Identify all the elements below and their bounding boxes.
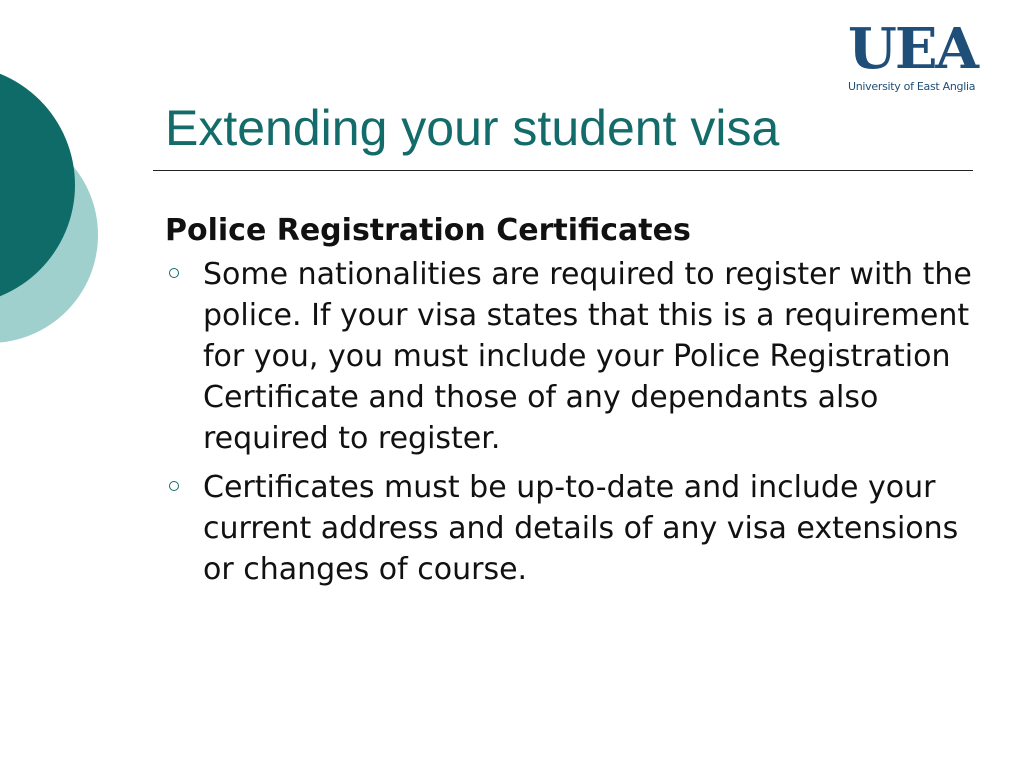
uea-logo-mark: UEA (848, 16, 977, 82)
slide-title: Extending your student visa (165, 100, 780, 156)
uea-logo (848, 18, 988, 100)
bullet-item (165, 467, 975, 590)
bullet-list (165, 254, 975, 590)
decorative-circles (0, 0, 110, 400)
title-divider (153, 170, 973, 171)
hollow-circle-bullet-icon (169, 268, 179, 278)
bullet-item (165, 254, 975, 459)
section-heading: Police Registration Certificates (165, 213, 691, 248)
uea-logo-text: University of East Anglia (848, 80, 976, 93)
slide-content (165, 208, 975, 598)
bullet-text: Certificates must be up-to-date and include your current address and details of any visa extensions or changes of course. (203, 470, 959, 587)
bullet-text: Some nationalities are required to register with the police. If your visa states that this is a requirement for you, you must include your Police Registration Certificate and those of any dependants also required to register. (203, 257, 972, 456)
hollow-circle-bullet-icon (169, 481, 179, 491)
